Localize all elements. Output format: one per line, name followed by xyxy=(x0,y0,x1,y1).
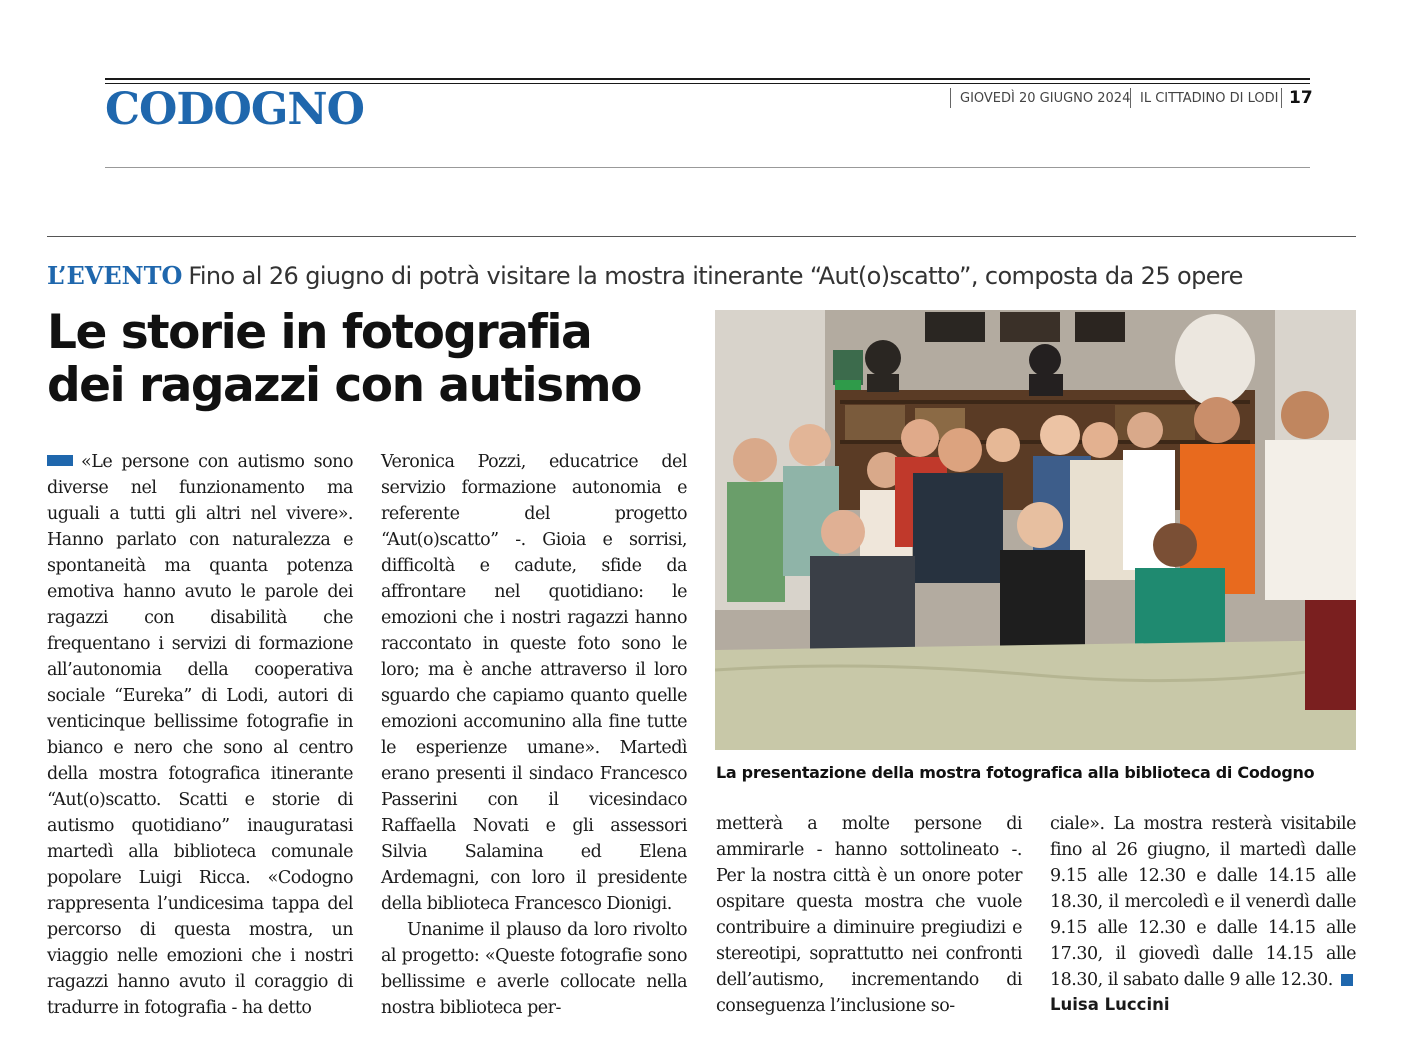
article-photo xyxy=(715,310,1356,750)
header-separator xyxy=(1281,88,1282,108)
header-top-rule xyxy=(105,78,1310,80)
author-byline: Luisa Luccini xyxy=(1050,995,1170,1014)
lead-square-icon xyxy=(47,455,73,466)
column-3-text: metterà a molte persone di ammirarle - hanno sottolineato -. Per la nostra città è un onore poter ospitare questa mostra che vuole contribuire a diminuire pregiudizi e stereotipi, soprattutto nei confronti dell’autismo, incrementando di conseguenza l’inclusione so- xyxy=(716,814,1022,1016)
issue-date: GIOVEDÌ 20 GIUGNO 2024 xyxy=(960,91,1131,106)
column-4-text: ciale». La mostra resterà visitabile fino al 26 giugno, il martedì dalle 9.15 alle 12.30 e dalle 14.15 alle 18.30, il mercoledì e il venerdì dalle 9.15 alle 12.30 e dalle 14.15 alle 17.30, il giovedì dalle 14.15 alle 18.30, il sabato dalle 9 alle 12.30. xyxy=(1050,814,1356,990)
article-column-3 xyxy=(716,811,1022,1019)
article-column-1 xyxy=(47,449,353,1021)
column-2-paragraph-1: Veronica Pozzi, educatrice del servizio formazione autonomia e referente del progetto “Aut(o)scatto” -. Gioia e sorrisi, difficoltà e cadute, sfide da affrontare nel quotidiano: le emozioni che i nostri ragazzi hanno raccontato in queste foto sono le loro; ma è anche attraverso il loro sguardo che capiamo quanto quelle emozioni accomunino alla fine tutte le esperienze umane». Martedì erano presenti il sindaco Francesco Passerini con il vicesindaco Raffaella Novati e gli assessori Silvia Salamina ed Elena Ardemagni, con loro il presidente della biblioteca Francesco Dionigi. xyxy=(381,452,687,914)
title-line-1: Le storie in fotografia xyxy=(47,305,592,360)
kicker xyxy=(47,258,1243,297)
kicker-text: Fino al 26 giugno di potrà visitare la mostra itinerante “Aut(o)scatto”, composta da 25 opere xyxy=(188,262,1243,290)
header-bottom-rule xyxy=(105,167,1310,168)
column-2-paragraph-2: Unanime il plauso da loro rivolto al progetto: «Queste fotografie sono bellissime e averle collocate nella nostra biblioteca per- xyxy=(381,920,687,1018)
end-square-icon xyxy=(1341,974,1353,986)
newspaper-name: IL CITTADINO DI LODI xyxy=(1140,91,1279,106)
article-title xyxy=(47,306,687,412)
group-photo-illustration xyxy=(715,310,1356,750)
article-top-rule xyxy=(47,236,1356,237)
kicker-label: L’EVENTO xyxy=(47,261,183,290)
section-name: CODOGNO xyxy=(105,84,364,135)
column-1-text: «Le persone con autismo sono diverse nel funzionamento ma uguali a tutti gli altri nel vivere». Hanno parlato con naturalezza e spontaneità ma quanta potenza emotiva hanno avuto le parole dei ragazzi con disabilità che frequentano i servizi di formazione all’autonomia della cooperativa sociale “Eureka” di Lodi, autori di venticinque bellissime fotografie in bianco e nero che sono al centro della mostra fotografica itinerante “Aut(o)scatto. Scatti e storie di autismo quotidiano” inauguratasi martedì alla biblioteca comunale popolare Luigi Ricca. «Codogno rappresenta l’undicesima tappa del percorso di questa mostra, un viaggio nelle emozioni che i nostri ragazzi hanno avuto il coraggio di tradurre in fotografia - ha detto xyxy=(47,452,353,1018)
header-separator xyxy=(950,88,951,108)
page-number: 17 xyxy=(1289,88,1313,108)
article-column-4 xyxy=(1050,811,1356,993)
header-separator xyxy=(1130,88,1131,108)
title-line-2: dei ragazzi con autismo xyxy=(47,358,641,413)
article-column-2 xyxy=(381,449,687,1021)
photo-caption: La presentazione della mostra fotografica alla biblioteca di Codogno xyxy=(716,763,1315,782)
